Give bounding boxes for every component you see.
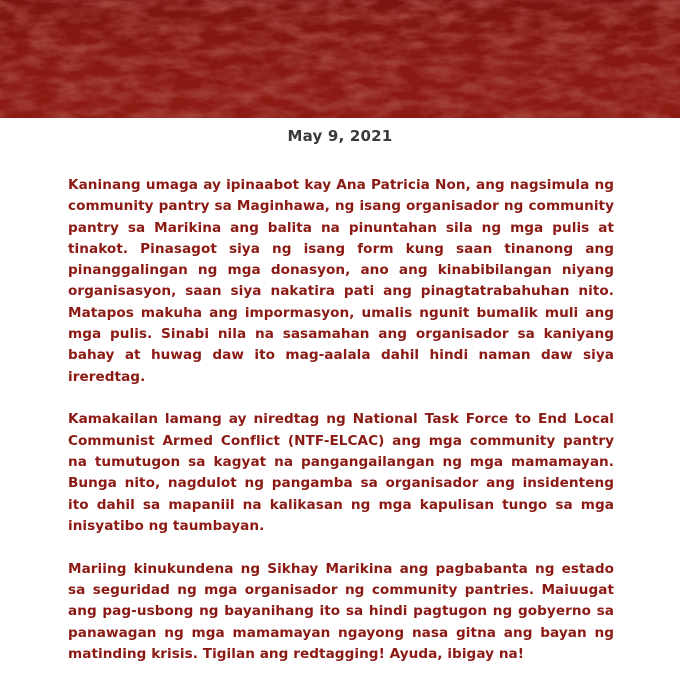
statement-date: May 9, 2021	[287, 127, 393, 145]
statement-body	[68, 175, 614, 687]
grunge-texture	[0, 0, 680, 118]
paragraph-3: Mariing kinukundena ng Sikhay Marikina ang pagbabanta ng estado sa seguridad ng mga organisador ng community pantries. Maiuugat ang pag-usbong ng bayanihang ito sa hindi pagtugon ng gobyerno sa panawagan ng mga mamamayan ngayong nasa gitna ang bayan ng matinding krisis. Tigilan ang redtagging! Ayuda, ibigay na!	[68, 560, 614, 662]
paragraph-2: Kamakailan lamang ay niredtag ng National Task Force to End Local Communist Armed Conflict (NTF-ELCAC) ang mga community pantry na tumutugon sa kagyat na pangangailangan ng mga mamamayan. Bunga nito, nagdulot ng pangamba sa organisador ang insidenteng ito dahil sa mapaniil na kalikasan ng mga kapulisan tungo sa mga inisyatibo ng taumbayan.	[68, 411, 614, 534]
paragraph-1: Kaninang umaga ay ipinaabot kay Ana Patricia Non, ang nagsimula ng community pantry sa Maginhawa, ng isang organisador ng community pantry sa Marikina ang balita na pinuntahan sila ng mga pulis at tinakot. Pinasagot siya ng isang form kung saan tinanong ang pinanggalingan ng mga donasyon, ano ang kinabibilangan niyang organisasyon, saan siya nakatira pati ang pinagtatrabahuhan nito. Matapos makuha ang impormasyon, umalis ngunit bumalik muli ang mga pulis. Sinabi nila na sasamahan ang organisador sa kaniyang bahay at huwag daw ito mag-aalala dahil hindi naman daw siya ireredtag.	[68, 177, 614, 385]
header-banner	[0, 0, 680, 118]
